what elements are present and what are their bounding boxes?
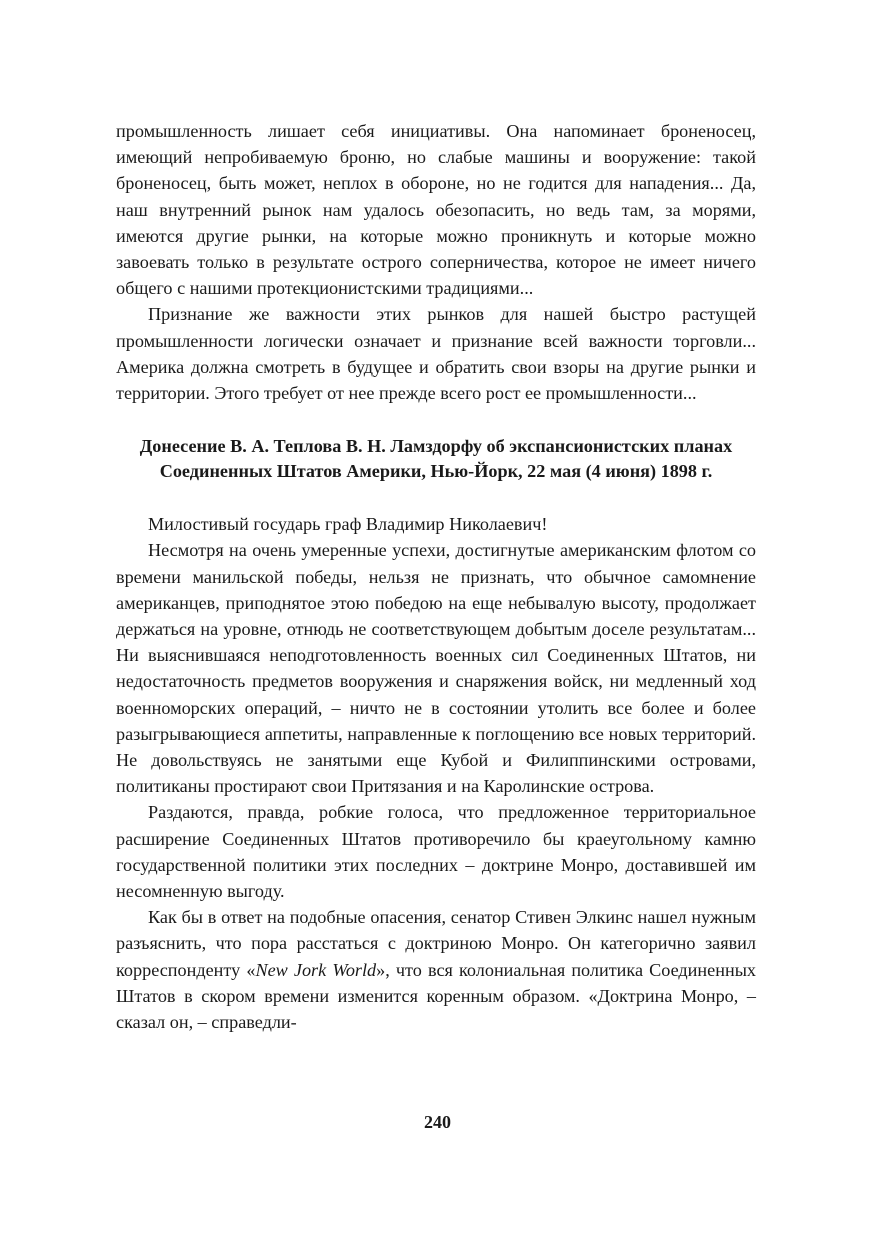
- document-page: [116, 118, 756, 1035]
- paragraph-voices: Раздаются, правда, робкие голоса, что предложенное территориальное расширение Соединенных Штатов противоречило бы краеугольному камню государственной политики этих последних – доктрине Монро, доставившей им несомненную выгоду.: [116, 802, 756, 902]
- paragraph-elkins-before: Как бы в ответ на подобные опасения, сенатор Стивен Элкинс нашел нужным разъяснить, что пора расстаться с доктриною Монро. Он категорично заявил корреспонденту «: [116, 907, 756, 980]
- paragraph-continued: промышленность лишает себя инициативы. Она напоминает броненосец, имеющий непробиваемую броню, но слабые машины и вооружение: такой броненосец, быть может, неплох в обороне, но не годится для нападения... Да, наш внутренний рынок нам удалось обезопасить, но ведь там, за морями, имеются другие рынки, на которые можно проникнуть и которые можно завоевать только в результате острого соперничества, которое не имеет ничего общего с нашими протекционистскими традициями...: [116, 121, 756, 299]
- salutation: Милостивый государь граф Владимир Николаевич!: [148, 514, 548, 535]
- paragraph-elkins: [116, 904, 756, 1035]
- newspaper-title: New Jork World: [255, 959, 377, 980]
- page-number: 240: [424, 1112, 451, 1132]
- paragraph-despite: Несмотря на очень умеренные успехи, достигнутые американским флотом со времени манильской победы, нельзя не признать, что обычное самомнение американцев, приподнятое этою победою на еще небывалую высоту, продолжает держаться на уровне, отнюдь не соответствующем добытым доселе результатам... Ни выяснившаяся неподготовленность военных сил Соединенных Штатов, ни недостаточность предметов вооружения и снаряжения войск, ни медленный ход военноморских операций, – ничто не в состоянии утолить все более и более разыгрывающиеся аппетиты, направленные к поглощению все новых территорий. Не довольствуясь не занятыми еще Кубой и Филиппинскими островами, политиканы простирают свои Притязания и на Каролинские острова.: [116, 540, 756, 797]
- paragraph-elkins-after: », что вся колониальная политика Соединенных Штатов в скором времени изменится коренным образом. «Доктрина Монро, – сказал он, – справедли-: [116, 959, 757, 1033]
- paragraph-markets: Признание же важности этих рынков для нашей быстро растущей промышленности логически означает и признание всей важности торговли... Америка должна смотреть в будущее и обратить свои взоры на другие рынки и территории. Этого требует от нее прежде всего рост ее промышленности...: [116, 304, 756, 404]
- section-heading: Донесение В. А. Теплова В. Н. Ламздорфу об экспансионистских планах Соединенных Штатов Америки, Нью-Йорк, 22 мая (4 июня) 1898 г.: [139, 436, 733, 481]
